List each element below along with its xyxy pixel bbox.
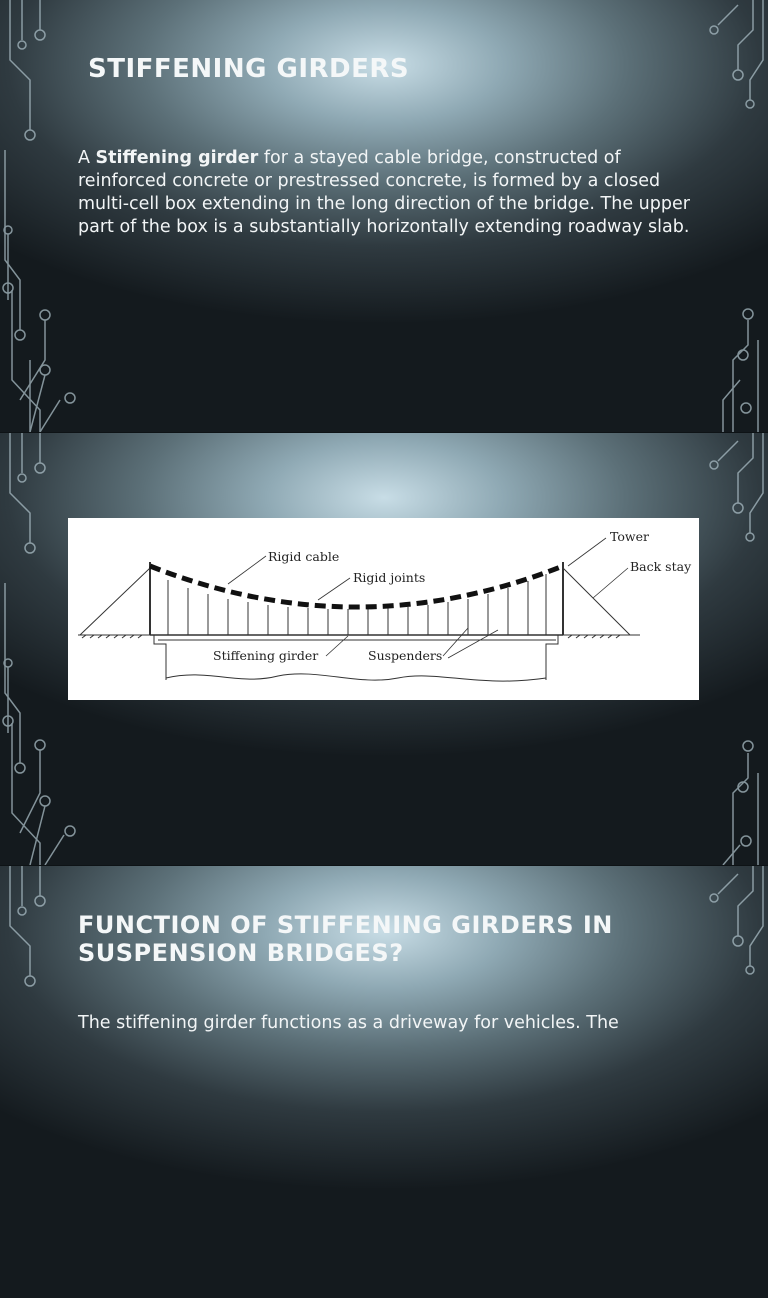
bridge-diagram-svg xyxy=(68,518,699,700)
function-paragraph: The stiffening girder functions as a driveway for vehicles. The xyxy=(78,1013,619,1033)
slide-1 xyxy=(0,0,768,432)
slide-title: STIFFENING GIRDERS xyxy=(88,54,410,84)
title-line-1: FUNCTION OF STIFFENING GIRDERS IN xyxy=(78,911,613,939)
label-rigid-cable: Rigid cable xyxy=(268,549,340,564)
slide-2 xyxy=(0,433,768,865)
label-rigid-joints: Rigid joints xyxy=(353,570,426,585)
slide-title xyxy=(78,911,613,967)
circuit-decoration-left-icon xyxy=(0,866,90,1298)
label-back-stay: Back stay xyxy=(630,559,692,574)
circuit-decoration-left-icon xyxy=(0,0,90,432)
para-prefix: A xyxy=(78,148,96,168)
stiffening-girder-paragraph xyxy=(78,147,698,239)
label-stiffening-girder: Stiffening girder xyxy=(213,648,319,663)
label-tower: Tower xyxy=(610,529,649,544)
para-rest: for a stayed cable bridge, constructed of reinforced concrete or prestressed concrete, is formed by a closed multi-cell box extending in the long direction of the bridge. The upper part of the box is a substantially horizontally extending roadway slab. xyxy=(78,148,690,237)
circuit-decoration-right-icon xyxy=(678,866,768,1298)
suspension-bridge-diagram xyxy=(68,518,699,700)
slide-3 xyxy=(0,866,768,1298)
label-suspenders: Suspenders xyxy=(368,648,443,663)
title-line-2: SUSPENSION BRIDGES? xyxy=(78,939,404,967)
para-bold-term: Stiffening girder xyxy=(95,148,259,168)
